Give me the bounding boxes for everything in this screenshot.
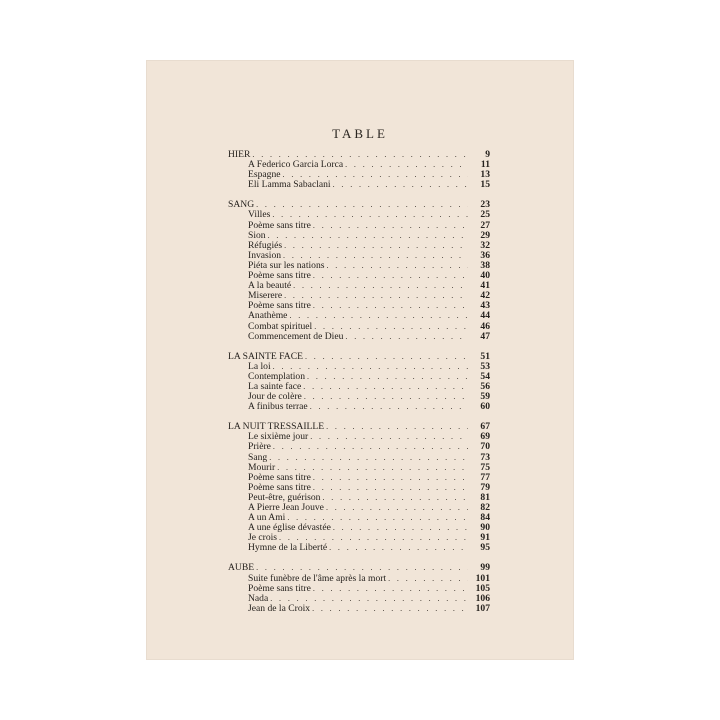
table-of-contents — [228, 150, 490, 624]
dot-leader — [284, 241, 468, 251]
page-number: 77 — [480, 471, 490, 483]
entry-title: Villes — [248, 209, 271, 221]
dot-leader — [313, 221, 468, 231]
entry-title: AUBE — [228, 562, 255, 574]
page-number: 9 — [485, 149, 490, 160]
entry-title: SANG — [228, 199, 255, 211]
page-number: 59 — [480, 391, 490, 403]
entry-title: Espagne — [248, 169, 281, 181]
entry-title: A Pierre Jean Jouve — [248, 502, 324, 513]
dot-leader — [322, 493, 468, 503]
page-number: 90 — [480, 522, 490, 534]
dot-leader — [305, 352, 468, 362]
entry-title: Suite funèbre de l'âme après la mort — [248, 572, 387, 584]
page-number: 44 — [480, 310, 490, 322]
dot-leader — [268, 231, 468, 241]
page-number: 73 — [480, 451, 490, 463]
page-number: 46 — [480, 320, 490, 332]
dot-leader — [333, 180, 468, 190]
page-number: 54 — [480, 370, 490, 382]
page-number: 69 — [480, 431, 490, 443]
page-number: 105 — [475, 582, 490, 594]
entry-title: Sion — [248, 229, 266, 241]
dot-leader — [313, 483, 468, 493]
dot-leader — [326, 503, 468, 513]
entry-title: Contemplation — [248, 370, 306, 382]
page-number: 13 — [480, 169, 490, 181]
entry-title: Nada — [248, 592, 269, 604]
dot-leader — [307, 372, 468, 382]
dot-leader — [269, 453, 468, 463]
toc-entry — [228, 402, 490, 412]
entry-title: A un Ami — [248, 512, 286, 524]
dot-leader — [329, 543, 468, 553]
toc-section — [228, 563, 490, 613]
dot-leader — [345, 160, 468, 170]
page-number: 51 — [480, 350, 490, 362]
entry-title: LA NUIT TRESSAILLE — [228, 421, 325, 433]
page-number: 91 — [480, 532, 490, 544]
page-number: 99 — [480, 562, 490, 574]
dot-leader — [333, 523, 468, 533]
dot-leader — [345, 332, 468, 342]
toc-entry — [228, 442, 490, 452]
toc-entry — [228, 311, 490, 321]
page-number: 75 — [480, 461, 490, 473]
dot-leader — [313, 473, 468, 483]
dot-leader — [388, 574, 468, 584]
dot-leader — [303, 382, 468, 392]
page-number: 79 — [480, 481, 490, 493]
dot-leader — [304, 392, 468, 402]
entry-title: A la beauté — [248, 280, 292, 292]
toc-entry — [228, 332, 490, 342]
entry-title: Invasion — [248, 249, 282, 261]
entry-title: Jean de la Croix — [248, 602, 311, 614]
toc-section — [228, 422, 490, 553]
page-title: TABLE — [332, 126, 388, 141]
page-number: 67 — [480, 421, 490, 433]
page-number: 27 — [480, 219, 490, 231]
entry-title: Jour de colère — [248, 391, 302, 403]
entry-title: Réfugiés — [248, 239, 283, 251]
entry-title: LA SAINTE FACE — [228, 350, 303, 362]
dot-leader — [326, 261, 468, 271]
entry-title: Poème sans titre — [248, 300, 311, 312]
toc-section — [228, 352, 490, 413]
entry-title: Poème sans titre — [248, 219, 311, 231]
dot-leader — [310, 432, 468, 442]
page-number: 101 — [475, 572, 490, 584]
toc-entry — [228, 180, 490, 190]
entry-title: Commencement de Dieu — [248, 330, 344, 342]
entry-title: Piéta sur les nations — [248, 259, 325, 271]
dot-leader — [293, 281, 468, 291]
entry-title: Mourir — [248, 461, 276, 473]
page-number: 41 — [480, 280, 490, 292]
dot-leader — [313, 584, 468, 594]
entry-title: HIER — [228, 149, 251, 160]
entry-title: Le sixième jour — [248, 431, 309, 443]
entry-title: Miserere — [248, 290, 283, 302]
entry-title: Poème sans titre — [248, 270, 311, 282]
page-number: 25 — [480, 209, 490, 221]
dot-leader — [312, 604, 468, 614]
page-number: 32 — [480, 239, 490, 251]
page-number: 56 — [480, 380, 490, 392]
page-number: 81 — [480, 491, 490, 503]
entry-title: A Federico Garcia Lorca — [248, 159, 344, 171]
dot-leader — [326, 422, 468, 432]
page-number: 60 — [480, 401, 490, 413]
entry-title: Peut-être, guérison — [248, 491, 321, 503]
toc-section — [228, 200, 490, 341]
page-number: 107 — [475, 602, 490, 614]
dot-leader — [273, 442, 468, 452]
page-number: 70 — [480, 441, 490, 453]
entry-title: Eli Lamma Sabaclani — [248, 179, 331, 191]
dot-leader — [284, 291, 468, 301]
page-number: 47 — [480, 330, 490, 342]
entry-title: Je crois — [248, 532, 278, 544]
dot-leader — [310, 402, 468, 412]
page-number: 95 — [480, 542, 490, 554]
dot-leader — [289, 311, 468, 321]
page-number: 11 — [480, 159, 490, 171]
page-number: 15 — [480, 179, 490, 191]
entry-title: A finibus terrae — [248, 401, 308, 413]
entry-title: La loi — [248, 360, 271, 372]
dot-leader — [313, 271, 468, 281]
page-number: 40 — [480, 270, 490, 282]
entry-title: Poème sans titre — [248, 471, 311, 483]
toc-entry — [228, 221, 490, 231]
toc-entry — [228, 543, 490, 553]
page-number: 106 — [475, 592, 490, 604]
entry-title: Poème sans titre — [248, 582, 311, 594]
entry-title: Poème sans titre — [248, 481, 311, 493]
dot-leader — [313, 301, 468, 311]
page-number: 42 — [480, 290, 490, 302]
page-number: 38 — [480, 259, 490, 271]
page-number: 36 — [480, 249, 490, 261]
entry-title: Prière — [248, 441, 271, 453]
page-number: 82 — [480, 502, 490, 513]
entry-title: Sang — [248, 451, 268, 463]
page-number: 29 — [480, 229, 490, 241]
book-page — [146, 60, 574, 660]
toc-entry — [228, 604, 490, 614]
page-number: 43 — [480, 300, 490, 312]
page-number: 84 — [480, 512, 490, 524]
entry-title: Combat spirituel — [248, 320, 313, 332]
entry-title: La sainte face — [248, 380, 302, 392]
entry-title: Hymne de la Liberté — [248, 542, 328, 554]
entry-title: A une église dévastée — [248, 522, 331, 534]
dot-leader — [256, 200, 468, 210]
page-number: 23 — [480, 199, 490, 211]
page-number: 53 — [480, 360, 490, 372]
entry-title: Anathème — [248, 310, 288, 322]
toc-section — [228, 150, 490, 190]
